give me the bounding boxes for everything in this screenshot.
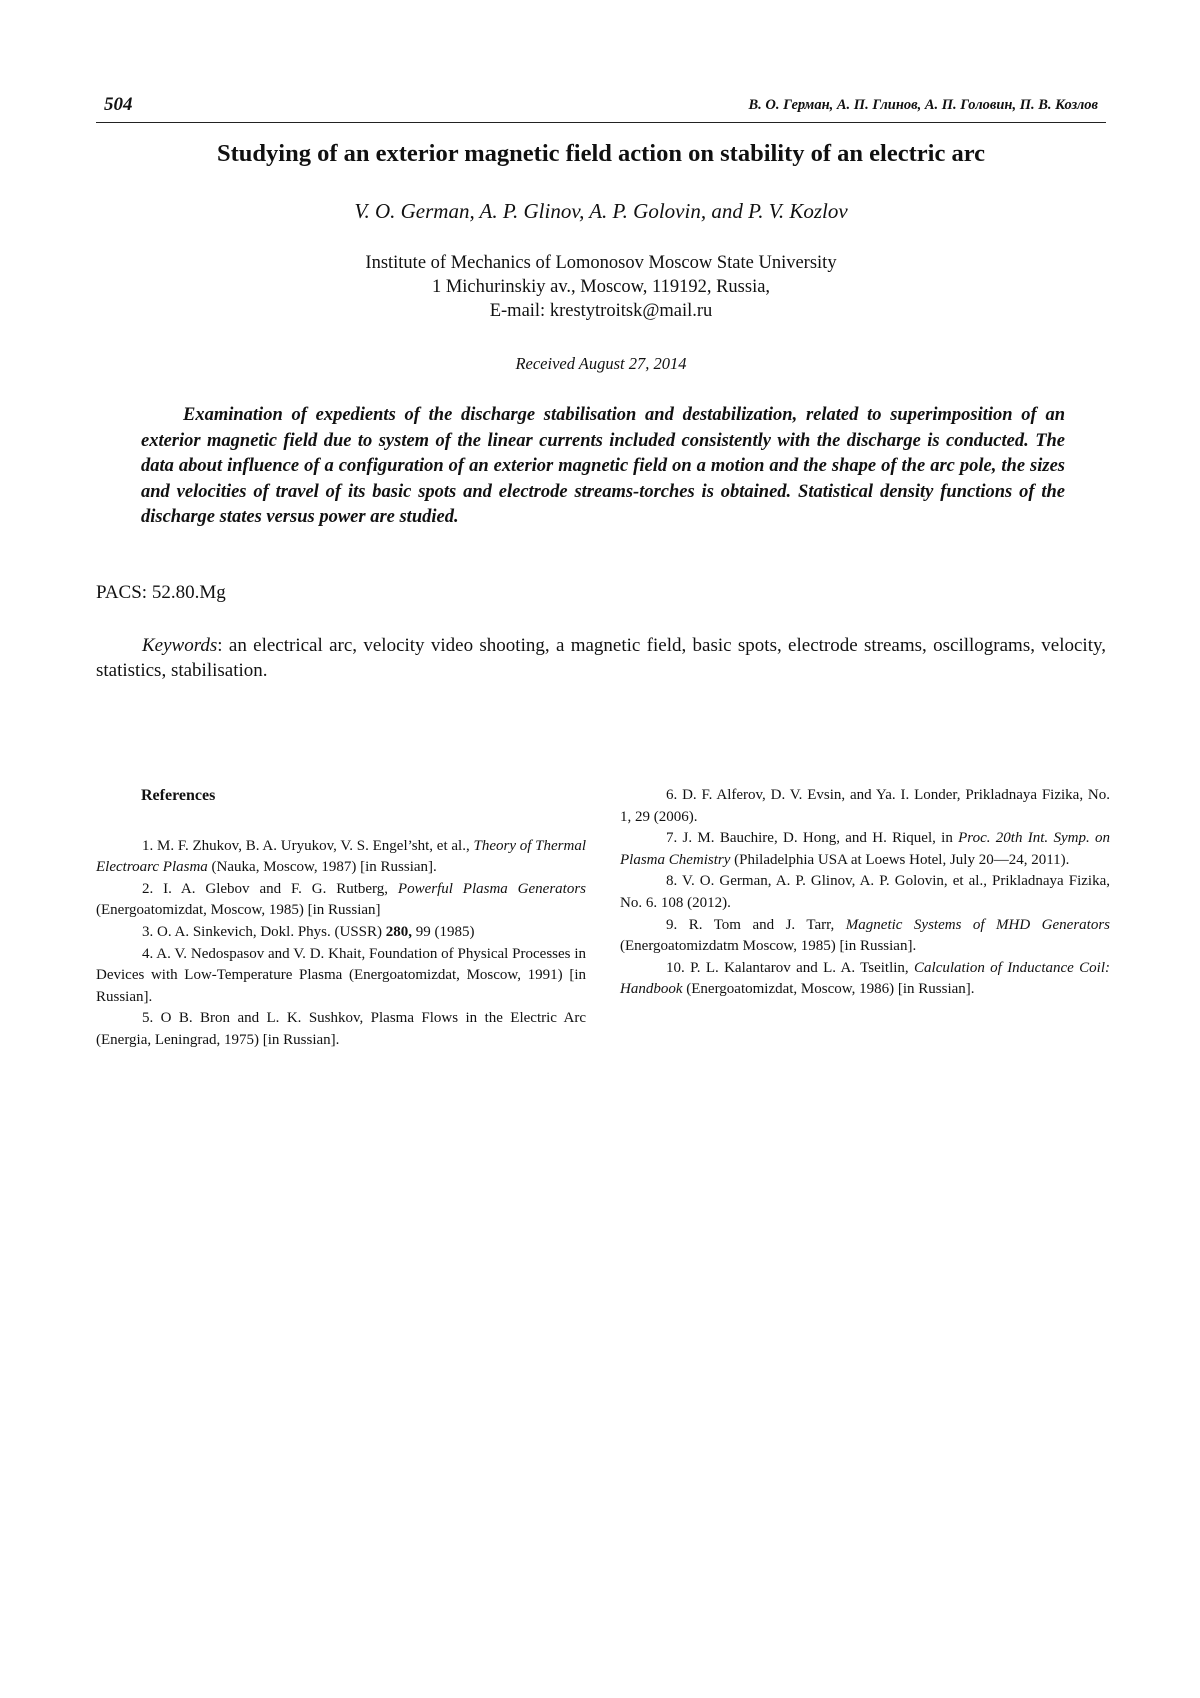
references-column-left — [96, 785, 586, 1052]
references-column-right — [620, 785, 1110, 1001]
keywords — [96, 633, 1106, 683]
abstract: Examination of expedients of the discharge stabilisation and destabilization, related to superimposition of an exterior magnetic field due to system of the linear currents included consistently with the discharge is conducted. The data about influence of a configuration of an exterior magnetic field on a motion and the shape of the arc pole, the sizes and velocities of travel of its basic spots and electrode streams-torches is obtained. Statistical density functions of the discharge states versus power are studied. — [141, 405, 1065, 527]
reference-item: 9. R. Tom and J. Tarr, Magnetic Systems of MHD Generators (Energoatomizdatm Moscow, 1985) [in Russian]. — [620, 916, 1111, 955]
reference-item: 1. M. F. Zhukov, B. A. Uryukov, V. S. Engel’sht, et al., Theory of Thermal Electroarc Plasma (Nauka, Moscow, 1987) [in Russian]. — [96, 837, 587, 876]
affiliation-address: 1 Michurinskiy av., Moscow, 119192, Russia, — [431, 277, 771, 297]
reference-item: 3. O. A. Sinkevich, Dokl. Phys. (USSR) 280, 99 (1985) — [142, 923, 475, 940]
keywords-label: Keywords — [142, 635, 218, 656]
reference-item: 2. I. A. Glebov and F. G. Rutberg, Powerful Plasma Generators (Energoatomizdat, Moscow, 1985) [in Russian] — [96, 880, 586, 919]
keywords-text: : an electrical arc, velocity video shooting, a magnetic field, basic spots, electrode streams, oscillograms, velocity, statistics, stabilisation. — [96, 635, 1106, 681]
affiliation-block — [96, 251, 1106, 323]
reference-item: 7. J. M. Bauchire, D. Hong, and H. Riquel, in Proc. 20th Int. Symp. on Plasma Chemistry (Philadelphia USA at Loews Hotel, July 20—24, 2011). — [620, 830, 1111, 868]
running-authors: В. О. Герман, А. П. Глинов, А. П. Головин, П. В. Козлов — [748, 97, 1098, 113]
affiliation-institute: Institute of Mechanics of Lomonosov Moscow State University — [365, 253, 837, 273]
reference-item: 5. O B. Bron and L. K. Sushkov, Plasma Flows in the Electric Arc (Energia, Leningrad, 1975) [in Russian]. — [96, 1010, 586, 1048]
pacs-code: PACS: 52.80.Mg — [96, 582, 226, 603]
received-date: Received August 27, 2014 — [515, 354, 687, 373]
running-header — [96, 92, 1106, 123]
article-title: Studying of an exterior magnetic field action on stability of an electric arc — [216, 140, 986, 167]
reference-item: 8. V. O. German, A. P. Glinov, A. P. Golovin, et al., Prikladnaya Fizika, No. 6. 108 (2012). — [620, 873, 1110, 911]
reference-item: 10. P. L. Kalantarov and L. A. Tseitlin, Calculation of Inductance Coil: Handbook (Energoatomizdat, Moscow, 1986) [in Russian]. — [620, 959, 1110, 998]
reference-item: 4. A. V. Nedospasov and V. D. Khait, Foundation of Physical Processes in Devices with Low-Temperature Plasma (Energoatomizdat, Moscow, 1991) [in Russian]. — [96, 945, 586, 1005]
reference-item: 6. D. F. Alferov, D. V. Evsin, and Ya. I. Londer, Prikladnaya Fizika, No. 1, 29 (2006). — [620, 787, 1110, 825]
author-list: V. O. German, A. P. Glinov, A. P. Golovin, and P. V. Kozlov — [354, 199, 848, 223]
page-number: 504 — [104, 94, 133, 115]
affiliation-email: E-mail: krestytroitsk@mail.ru — [489, 301, 713, 321]
references-heading: References — [141, 787, 216, 804]
